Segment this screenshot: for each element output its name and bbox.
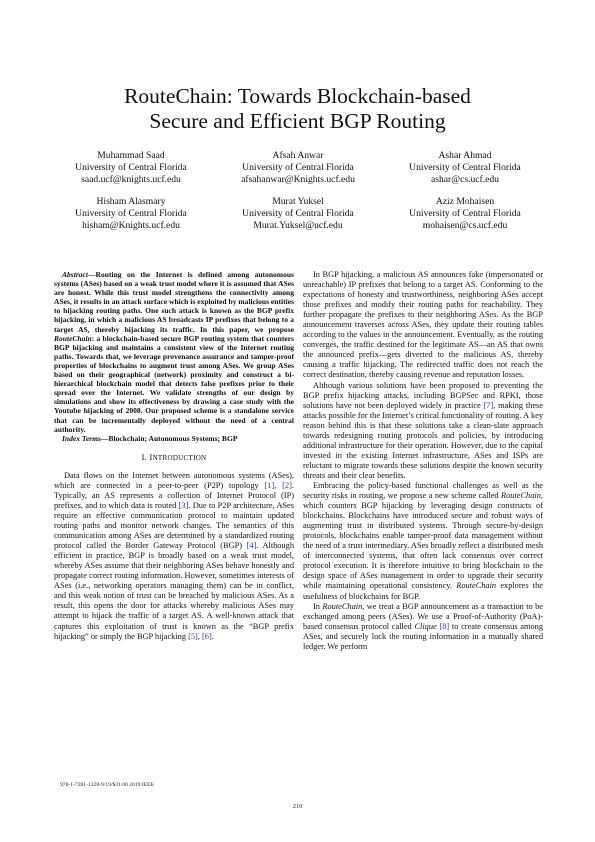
- author-email: mohaisen@cs.ucf.edu: [422, 220, 508, 231]
- author-affiliation: University of Central Florida: [409, 208, 521, 219]
- index-terms-lead: Index Terms: [62, 433, 101, 443]
- abstract-system-name: RouteChain: [54, 333, 92, 343]
- paragraph-text: Although various solutions have been proposed to preventing the BGP prefix hijacking attacks, including BGPSec and RPKI, those solutions have not been deployed widely in practice: [303, 380, 543, 410]
- section-heading-introduction: [54, 453, 294, 463]
- abstract: [54, 270, 294, 434]
- paragraph-text: In: [313, 601, 323, 611]
- paragraph-text: , which counters BGP hijacking by leveraging design constructs of blockchains. Blockchains have introduced secure and robust ways of augmenting trust in distributed systems. Through secure-by-design protocols, blockchains enable tamper-proof data management without the need of a trust intermediary. ASes broadly reflect a distributed mesh of interconnected systems, that often lack consensus over correct protocol execution. It is therefore intuitive to bring blockchain to the design space of ASes management in order to upgrade their security while maintaining operational consistency.: [303, 491, 543, 591]
- author-name: Murat Yuksel: [272, 196, 324, 207]
- paper-title: [0, 84, 595, 134]
- title-line-2: Secure and Efficient BGP Routing: [149, 109, 446, 133]
- index-terms-text: —Blockchain; Autonomous Systems; BGP: [100, 433, 238, 443]
- author-card: [382, 196, 548, 232]
- citation-link[interactable]: [5]: [188, 631, 198, 641]
- author-row-1: [48, 150, 548, 186]
- author-name: Muhammad Saad: [97, 150, 165, 161]
- citation-link[interactable]: [8]: [439, 621, 450, 631]
- paragraph-text: .: [211, 631, 214, 641]
- title-line-1: RouteChain: Towards Blockchain-based: [124, 84, 471, 108]
- abstract-text-2: : a blockchain-based secure BGP routing system that counters BGP hijacking and maintains a consistent view of the Internet routing paths. Towards that, we leverage provenance assurance and tamper-proof properties of blockchains to augment trust among ASes. We group ASes based on their geographical (network) proximity and construct a bi-hierarchical blockchain model that detects false prefixes prior to their spread over the Internet. We validate strengths of our design by simulations and show its effectiveness by drawing a case study with the Youtube hijacking of 2008. Our proposed scheme is a standalone service that can be incrementally deployed without the need of a central authority.: [54, 333, 294, 434]
- citation-link[interactable]: [3]: [178, 500, 189, 510]
- author-block: [48, 150, 548, 242]
- section-heading-initial: I: [149, 452, 153, 462]
- paragraph-text: . Due to P2P architecture, ASes require an effective communication protocol to maintain updated routing paths and monitor network changes. The semantics of this communication among ASes are determined by a standardized routing protocol called the Border Gateway Protocol (BGP): [54, 500, 294, 551]
- author-email: ashar@cs.ucf.edu: [431, 174, 499, 185]
- body-paragraph-solutions: [303, 381, 543, 481]
- author-email: afsahanwar@Knights.ucf.edu: [241, 174, 355, 185]
- index-terms: [54, 434, 294, 443]
- author-name: Ashar Ahmad: [438, 150, 492, 161]
- author-affiliation: University of Central Florida: [75, 162, 187, 173]
- citation-link[interactable]: [2]: [282, 480, 292, 490]
- paragraph-text: Embracing the policy-based functional challenges as well as the security risks in routing, we propose a new scheme called: [303, 480, 543, 501]
- author-name: Afsah Anwar: [272, 150, 324, 161]
- citation-link[interactable]: [6]: [202, 631, 212, 641]
- intro-paragraph-1: [54, 471, 294, 642]
- paragraph-text: , we treat a BGP announcement as a transaction to be exchanged among peers (ASes). We use a Proof-of-Authority (PoA)-based consensus protocol called: [303, 601, 543, 631]
- author-card: [48, 150, 214, 186]
- paragraph-text: . Typically, an AS represents a collection of Internet Protocol (IP) prefixes, and to which data is routed: [54, 480, 294, 510]
- right-column: [303, 270, 543, 652]
- author-affiliation: University of Central Florida: [242, 162, 354, 173]
- paragraph-text: to create consensus among ASes, and securely lock the routing information in a mutually shared ledger. We perform: [303, 621, 544, 651]
- body-paragraph-proposal: [303, 481, 543, 602]
- body-paragraph-approach: [303, 602, 543, 652]
- author-card: [382, 150, 548, 186]
- copyright-notice: 978-1-7281-1328-9/19/$31.00 2019 IEEE: [60, 782, 154, 788]
- author-card: [215, 196, 381, 232]
- citation-link[interactable]: [7]: [483, 400, 494, 410]
- author-email: saad.ucf@knights.ucf.edu: [81, 174, 181, 185]
- abstract-lead: Abstract: [62, 270, 88, 279]
- author-affiliation: University of Central Florida: [242, 208, 354, 219]
- author-email: Murat.Yuksel@ucf.edu: [253, 220, 343, 231]
- section-heading-rest: NTRODUCTION: [152, 453, 207, 462]
- author-row-2: [48, 196, 548, 232]
- author-name: Hisham Alasmary: [96, 196, 166, 207]
- author-card: [215, 150, 381, 186]
- citation-link[interactable]: [1]: [264, 480, 275, 490]
- paragraph-text: ,: [274, 480, 283, 490]
- author-card: [48, 196, 214, 232]
- system-name: RouteChain: [501, 491, 541, 501]
- author-affiliation: University of Central Florida: [409, 162, 521, 173]
- paragraph-text: explores the usefulness of blockchains for BGP.: [303, 581, 543, 601]
- body-paragraph-hijacking: In BGP hijacking, a malicious AS announces fake (impersonated or unreachable) IP prefixes that belong to a target AS. Conforming to the expectations of honesty and trustworthiness, neighboring ASes accept those prefixes and modify their routing paths for reachability. They further propagate the prefixes to their neighboring ASes. As the BGP announcement traverses across ASes, they update their routing tables according to the values in the announcement. Eventually, as the routing converges, the traffic destined for the legitimate AS—an AS that owns the announced prefix—gets diverted to the malicious AS, thereby causing a traffic hijacking. The redirected traffic does not reach the correct destination, thereby causing revenue and reputation losses.: [303, 270, 543, 380]
- protocol-name: Clique: [414, 621, 437, 631]
- author-name: Aziz Mohaisen: [435, 196, 495, 207]
- paragraph-text: ,: [197, 631, 203, 641]
- paragraph-text: , making these attacks possible for the Internet’s critical functionality of routing. A key reason behind this is that these solutions take a clean-slate approach towards redesigning routing protocols and policies, by introducing additional infrastructure for their operation. However, due to the capital invested in the existing Internet infrastructure, ASes and ISPs are reluctant to migrate towards these solutions despite the known security threats and their clear benefits.: [303, 400, 543, 480]
- author-email: hisham@Knights.ucf.edu: [82, 220, 180, 231]
- section-numeral: I.: [141, 452, 148, 462]
- system-name: RouteChain: [456, 581, 497, 591]
- author-affiliation: University of Central Florida: [75, 208, 187, 219]
- page-number: 210: [292, 803, 303, 810]
- system-name: RouteChain: [322, 601, 363, 611]
- paragraph-text: . Although efficient in practice, BGP is broadly based on a weak trust model, whereby ASes assume that their neighboring ASes behave honestly and propagate correct routing information. However, sometimes interests of ASes (i.e., networking operators managing them) can be in conflict, and this weak notion of trust can be breached by malicious ASes. As a result, this opens the door for attacks whereby malicious ASes may attempt to hijack the traffic of a target AS. A well-known attack that captures this exploitation of trust is known as the “BGP prefix hijacking” or simply the BGP hijacking: [54, 541, 294, 641]
- left-column: [54, 270, 294, 642]
- citation-link[interactable]: [4]: [246, 541, 257, 551]
- paragraph-text: Data flows on the Internet between autonomous systems (ASes), which are connected in a peer-to-peer (P2P) topology: [54, 470, 294, 490]
- abstract-text-1: —Routing on the Internet is defined among autonomous systems (ASes) based on a weak trust model where it is assumed that ASes are honest. While this trust model strengthens the connectivity among ASes, it results in an attack surface which is exploited by malicious entities to hijacking routing paths. One such attack is known as the BGP prefix hijacking, in which a malicious AS broadcasts IP prefixes that belong to a target AS, thereby hijacking its traffic. In this paper, we propose: [54, 270, 294, 334]
